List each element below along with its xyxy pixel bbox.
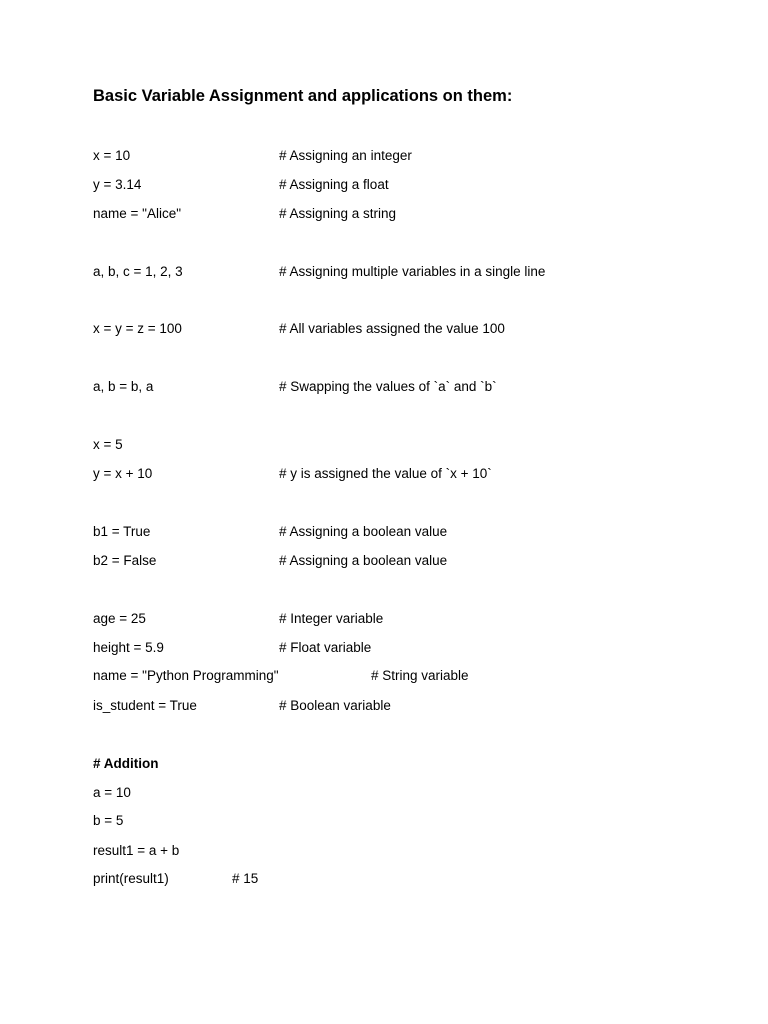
code-text: name = "Alice" bbox=[93, 206, 182, 221]
code-text: b1 = True bbox=[93, 524, 151, 539]
code-line bbox=[93, 638, 693, 658]
code-text: y = x + 10 bbox=[93, 466, 153, 481]
code-comment: # Assigning a boolean value bbox=[279, 524, 448, 539]
section-heading bbox=[93, 754, 693, 774]
code-text: x = 10 bbox=[93, 148, 131, 163]
code-comment: # Assigning a string bbox=[279, 206, 397, 221]
code-line bbox=[93, 175, 693, 195]
code-text: y = 3.14 bbox=[93, 177, 142, 192]
code-line bbox=[93, 811, 693, 831]
document-title: Basic Variable Assignment and applications on them: bbox=[93, 87, 513, 105]
code-text: name = "Python Programming" bbox=[93, 668, 279, 683]
code-text: a = 10 bbox=[93, 785, 131, 800]
code-text: a, b, c = 1, 2, 3 bbox=[93, 264, 183, 279]
code-text: a, b = b, a bbox=[93, 379, 154, 394]
code-comment: # Assigning multiple variables in a single line bbox=[279, 264, 546, 279]
code-text: height = 5.9 bbox=[93, 640, 164, 655]
code-text: print(result1) bbox=[93, 871, 169, 886]
code-comment: # Swapping the values of `a` and `b` bbox=[279, 379, 497, 394]
code-text: is_student = True bbox=[93, 698, 197, 713]
code-line bbox=[93, 146, 693, 166]
code-comment: # String variable bbox=[371, 668, 469, 683]
code-line bbox=[93, 319, 693, 339]
code-comment: # 15 bbox=[232, 871, 259, 886]
code-text: x = y = z = 100 bbox=[93, 321, 182, 336]
code-comment: # Float variable bbox=[279, 640, 372, 655]
code-line bbox=[93, 666, 693, 686]
code-comment: # All variables assigned the value 100 bbox=[279, 321, 505, 336]
code-text: age = 25 bbox=[93, 611, 146, 626]
code-text: b2 = False bbox=[93, 553, 157, 568]
code-comment: # Integer variable bbox=[279, 611, 384, 626]
code-text: result1 = a + b bbox=[93, 843, 180, 858]
code-line bbox=[93, 377, 693, 397]
code-comment: # y is assigned the value of `x + 10` bbox=[279, 466, 492, 481]
code-line bbox=[93, 262, 693, 282]
code-comment: # Boolean variable bbox=[279, 698, 391, 713]
code-text: b = 5 bbox=[93, 813, 124, 828]
code-line bbox=[93, 783, 693, 803]
code-line bbox=[93, 696, 693, 716]
code-line bbox=[93, 869, 693, 889]
code-line bbox=[93, 464, 693, 484]
code-line bbox=[93, 841, 693, 861]
code-line bbox=[93, 609, 693, 629]
code-line bbox=[93, 551, 693, 571]
heading-text: # Addition bbox=[93, 756, 159, 771]
code-line bbox=[93, 435, 693, 455]
code-comment: # Assigning a boolean value bbox=[279, 553, 448, 568]
code-text: x = 5 bbox=[93, 437, 123, 452]
code-line bbox=[93, 522, 693, 542]
code-line bbox=[93, 204, 693, 224]
code-comment: # Assigning a float bbox=[279, 177, 389, 192]
code-comment: # Assigning an integer bbox=[279, 148, 412, 163]
